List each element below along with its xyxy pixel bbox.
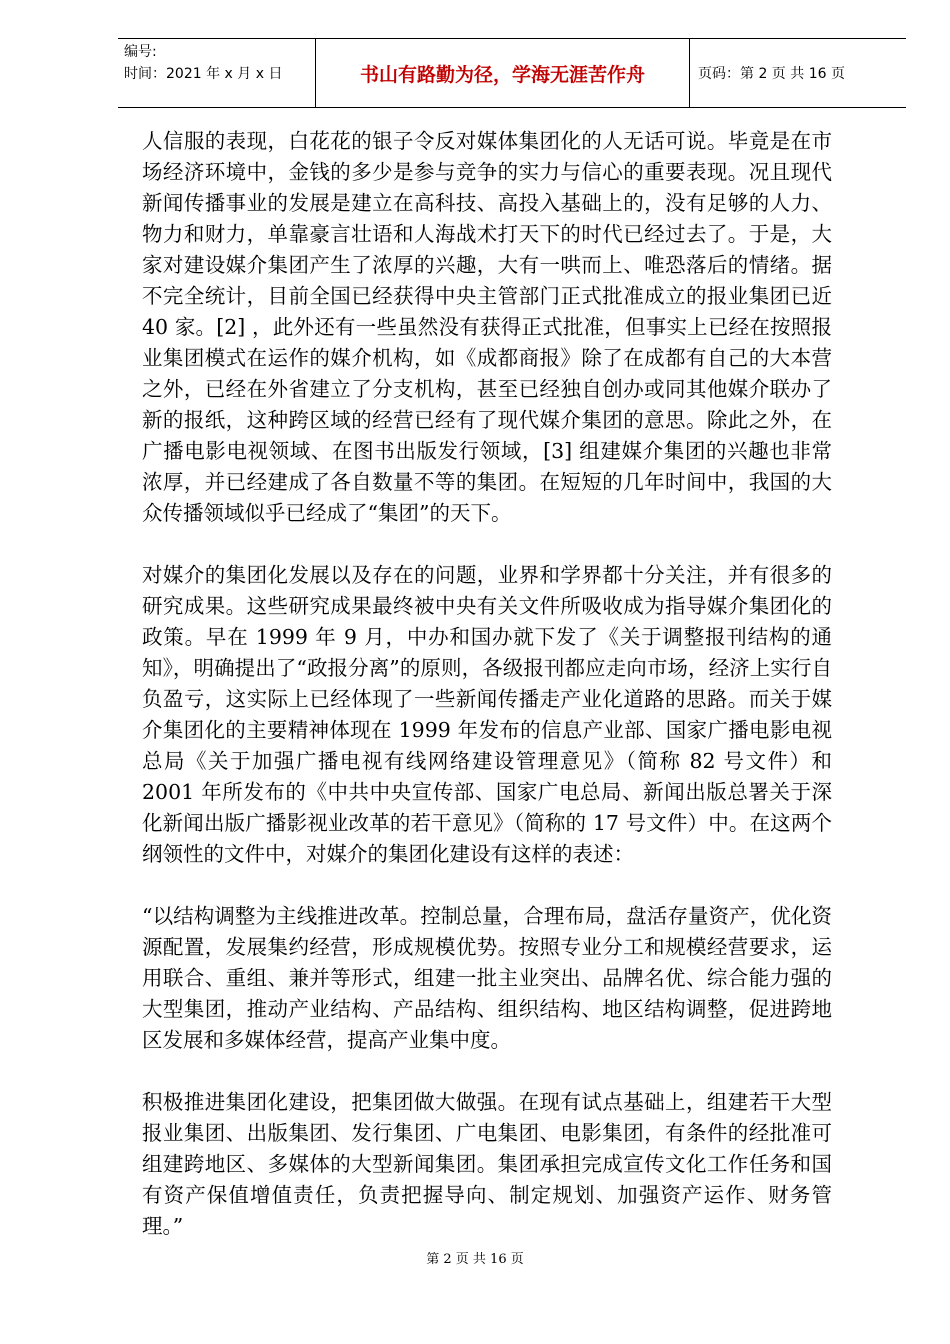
paragraph: 对媒介的集团化发展以及存在的问题，业界和学界都十分关注，并有很多的研究成果。这些研究成果最终被中央有关文件所吸收成为指导媒介集团化的政策。早在 1999 年 9 月，中办和国办就下发了《关于调整报刊结构的通知》，明确提出了“政报分离”的原则，各级报刊都应走向市场，经济上实行自负盈亏，这实际上已经体现了一些新闻传播走产业化道路的思路。而关于媒介集团化的主要精神体现在 1999 年发布的信息产业部、国家广播电影电视总局《关于加强广播电视有线网络建设管理意见》（简称 82 号文件）和 2001 年所发布的《中共中央宣传部、国家广电总局、新闻出版总署关于深化新闻出版广播影视业改革的若干意见》（简称的 17 号文件）中。在这两个纲领性的文件中，对媒介的集团化建设有这样的表述：	[142, 563, 832, 866]
page-header	[118, 38, 906, 108]
document-id-label: 编号:	[124, 44, 157, 60]
header-page-number: 页码：第 2 页 共 16 页	[698, 66, 845, 82]
document-time-label: 时间：2021 年 x 月 x 日	[124, 66, 283, 82]
page-footer: 第 2 页 共 16 页	[426, 1252, 524, 1267]
paragraph: “以结构调整为主线推进改革。控制总量，合理布局，盘活存量资产，优化资源配置，发展集约经营，形成规模优势。按照专业分工和规模经营要求，运用联合、重组、兼并等形式，组建一批主业突出、品牌名优、综合能力强的大型集团，推动产业结构、产品结构、组织结构、地区结构调整，促进跨地区发展和多媒体经营，提高产业集中度。	[142, 904, 832, 1052]
header-meta	[118, 39, 316, 107]
paragraph: 人信服的表现，白花花的银子令反对媒体集团化的人无话可说。毕竟是在市场经济环境中，金钱的多少是参与竞争的实力与信心的重要表现。况且现代新闻传播事业的发展是建立在高科技、高投入基础上的，没有足够的人力、物力和财力，单靠豪言壮语和人海战术打天下的时代已经过去了。于是，大家对建设媒介集团产生了浓厚的兴趣，大有一哄而上、唯恐落后的情绪。据不完全统计，目前全国已经获得中央主管部门正式批准成立的报业集团已近 40 家。[2] ，此外还有一些虽然没有获得正式批准，但事实上已经在按照报业集团模式在运作的媒介机构，如《成都商报》除了在成都有自己的大本营之外，已经在外省建立了分支机构，甚至已经独自创办或同其他媒介联办了新的报纸，这种跨区域的经营已经有了现代媒介集团的意思。除此之外，在广播电影电视领域、在图书出版发行领域，[3] 组建媒介集团的兴趣也非常浓厚，并已经建成了各自数量不等的集团。在短短的几年时间中，我国的大众传播领域似乎已经成了“集团”的天下。	[142, 129, 832, 525]
document-body	[142, 126, 832, 1273]
header-motto: 书山有路勤为径，学海无涯苦作舟	[316, 39, 690, 107]
paragraph: 积极推进集团化建设，把集团做大做强。在现有试点基础上，组建若干大型报业集团、出版集团、发行集团、广电集团、电影集团，有条件的经批准可组建跨地区、多媒体的大型新闻集团。集团承担完成宣传文化工作任务和国有资产保值增值责任，负责把握导向、制定规划、加强资产运作、财务管理。”	[142, 1090, 832, 1238]
